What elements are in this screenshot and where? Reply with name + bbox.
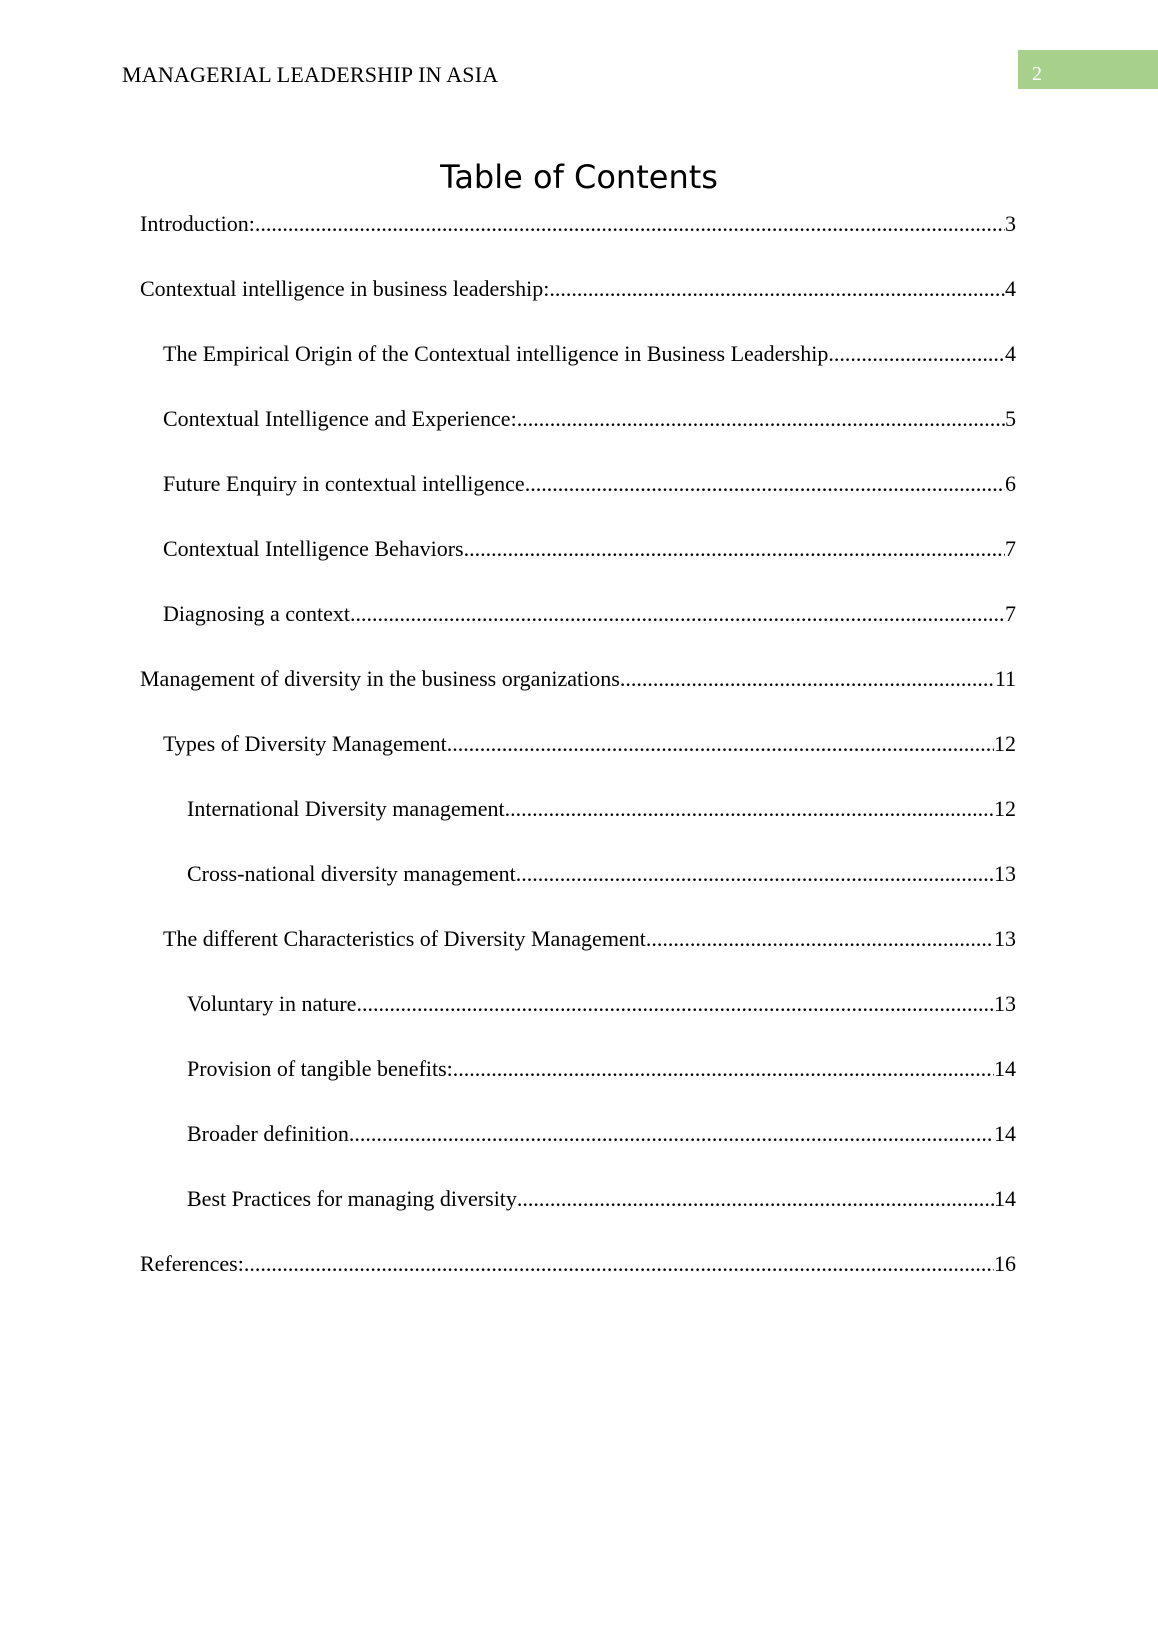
toc-entry-page: 3 xyxy=(1005,211,1016,236)
toc-dot-leader xyxy=(517,405,1005,433)
toc-dot-leader xyxy=(620,665,995,693)
toc-dot-leader xyxy=(646,925,994,953)
toc-entry-page: 5 xyxy=(1005,406,1016,431)
toc-entry-page: 7 xyxy=(1005,536,1016,561)
toc-entry[interactable] xyxy=(140,665,1016,693)
toc-entry[interactable] xyxy=(163,340,1016,368)
toc-entry-title: Future Enquiry in contextual intelligence xyxy=(163,471,525,496)
toc-entry-page: 14 xyxy=(994,1056,1016,1081)
toc-entry[interactable] xyxy=(163,470,1016,498)
toc-entry[interactable] xyxy=(187,860,1016,888)
toc-dot-leader xyxy=(525,470,1005,498)
toc-entry[interactable] xyxy=(187,1120,1016,1148)
toc-dot-leader xyxy=(549,275,1005,303)
toc-entry[interactable] xyxy=(187,795,1016,823)
page-number-badge xyxy=(1018,50,1158,89)
toc-entry-title: Contextual Intelligence and Experience: xyxy=(163,406,517,431)
toc-entry-page: 4 xyxy=(1005,341,1016,366)
toc-dot-leader xyxy=(505,795,994,823)
toc-entry[interactable] xyxy=(163,600,1016,628)
toc-entry-page: 13 xyxy=(994,991,1016,1016)
toc-entry-page: 11 xyxy=(994,666,1016,691)
toc-entry-title: Types of Diversity Management xyxy=(163,731,447,756)
toc-entry-title: Contextual intelligence in business leadership: xyxy=(140,276,550,301)
toc-entry-title: Provision of tangible benefits: xyxy=(187,1056,453,1081)
toc-dot-leader xyxy=(255,210,1005,238)
toc-entry-page: 14 xyxy=(994,1186,1016,1211)
toc-entry[interactable] xyxy=(140,275,1016,303)
toc-entry-title: References: xyxy=(140,1251,244,1276)
toc-entry[interactable] xyxy=(140,210,1016,238)
toc-entry-page: 6 xyxy=(1005,471,1016,496)
toc-dot-leader xyxy=(244,1250,994,1278)
toc-dot-leader xyxy=(447,730,994,758)
toc-entry-title: The different Characteristics of Diversity Management xyxy=(163,926,646,951)
page-number: 2 xyxy=(1032,63,1042,85)
toc-dot-leader xyxy=(517,1185,994,1213)
running-header-title: MANAGERIAL LEADERSHIP IN ASIA xyxy=(122,62,499,87)
toc-entry-title: Introduction: xyxy=(140,211,255,236)
toc-entry-page: 13 xyxy=(994,926,1016,951)
toc-dot-leader xyxy=(349,1120,994,1148)
toc-entry-page: 7 xyxy=(1005,601,1016,626)
toc-entry[interactable] xyxy=(163,925,1016,953)
toc-entry-page: 16 xyxy=(994,1251,1016,1276)
toc-entry-page: 14 xyxy=(994,1121,1016,1146)
toc-entry-title: Broader definition xyxy=(187,1121,349,1146)
toc-entry[interactable] xyxy=(187,1185,1016,1213)
toc-dot-leader xyxy=(464,535,1005,563)
toc-entry-page: 12 xyxy=(994,796,1016,821)
toc-entry-title: Contextual Intelligence Behaviors xyxy=(163,536,464,561)
toc-entry-page: 13 xyxy=(994,861,1016,886)
toc-dot-leader xyxy=(453,1055,994,1083)
toc-entry-title: The Empirical Origin of the Contextual intelligence in Business Leadership xyxy=(163,341,829,366)
toc-entry-title: Cross-national diversity management xyxy=(187,861,516,886)
toc-entry[interactable] xyxy=(187,990,1016,1018)
toc-entry[interactable] xyxy=(163,405,1016,433)
toc-entry[interactable] xyxy=(140,1250,1016,1278)
toc-dot-leader xyxy=(356,990,994,1018)
toc-dot-leader xyxy=(350,600,1005,628)
toc-dot-leader xyxy=(516,860,994,888)
toc-entry-title: International Diversity management xyxy=(187,796,505,821)
toc-entry-page: 4 xyxy=(1005,276,1016,301)
toc-entry-title: Voluntary in nature xyxy=(187,991,357,1016)
toc-entry[interactable] xyxy=(187,1055,1016,1083)
toc-entry-title: Management of diversity in the business organizations xyxy=(140,666,620,691)
toc-dot-leader xyxy=(828,340,1005,368)
toc-entry[interactable] xyxy=(163,730,1016,758)
toc-entry[interactable] xyxy=(163,535,1016,563)
toc-heading: Table of Contents xyxy=(440,158,718,196)
toc-entry-page: 12 xyxy=(994,731,1016,756)
toc-entry-title: Diagnosing a context xyxy=(163,601,350,626)
toc-entry-title: Best Practices for managing diversity xyxy=(187,1186,517,1211)
